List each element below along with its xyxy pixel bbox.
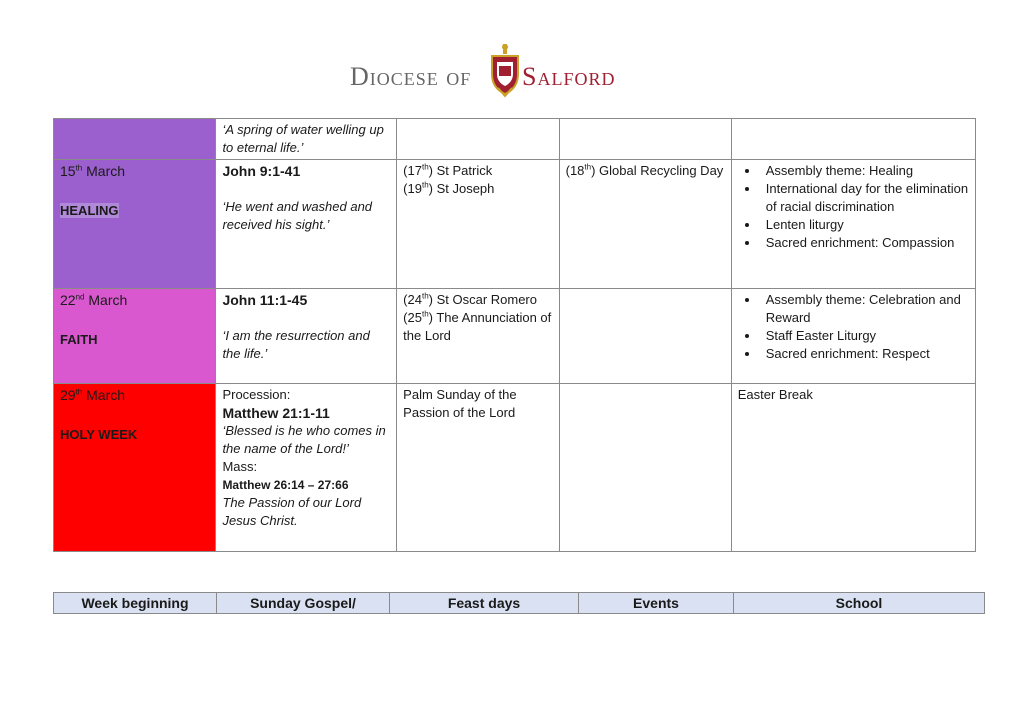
table-row-healing <box>54 160 976 289</box>
week-date: 15th March <box>60 163 126 179</box>
diocese-header <box>0 44 1024 100</box>
event-cell <box>559 289 731 384</box>
list-item: • Lenten liturgy <box>760 216 969 234</box>
week-date: 22nd March <box>60 292 128 308</box>
list-item: • Sacred enrichment: Respect <box>760 345 969 363</box>
week-cell <box>54 384 216 552</box>
gospel-quote: ‘I am the resurrection and the life.’ <box>222 328 370 361</box>
school-cell <box>731 289 975 384</box>
mass-quote: The Passion of our Lord Jesus Christ. <box>222 495 362 528</box>
gospel-cell <box>216 289 397 384</box>
table-row-faith <box>54 289 976 384</box>
school-cell <box>731 119 975 160</box>
feast-cell <box>397 119 559 160</box>
header-school: School <box>734 593 985 614</box>
list-item: • Staff Easter Liturgy <box>760 327 969 345</box>
header-feast-days: Feast days <box>390 593 579 614</box>
list-item: • Assembly theme: Celebration and Reward <box>760 291 969 327</box>
week-theme: HEALING <box>60 203 119 218</box>
mass-reference: Matthew 26:14 – 27:66 <box>222 478 349 492</box>
week-cell <box>54 160 216 289</box>
feast-cell <box>397 289 559 384</box>
week-theme: FAITH <box>60 332 98 347</box>
gospel-cell <box>216 119 397 160</box>
school-list <box>738 162 969 252</box>
feast-day: (19th) St Joseph <box>403 180 495 196</box>
event-cell <box>559 384 731 552</box>
gospel-quote: ‘He went and washed and received his sight.’ <box>222 199 373 232</box>
feast-day: (24th) St Oscar Romero <box>403 291 537 307</box>
feast-day: Palm Sunday of the Passion of the Lord <box>403 387 517 420</box>
gospel-reference: John 9:1-41 <box>222 163 301 179</box>
school-cell <box>731 160 975 289</box>
school-list <box>738 291 969 363</box>
event-cell <box>559 160 731 289</box>
feast-cell <box>397 384 559 552</box>
event-cell <box>559 119 731 160</box>
feast-cell <box>397 160 559 289</box>
school-note: Easter Break <box>737 387 813 402</box>
mass-label: Mass: <box>222 459 258 474</box>
week-date: 29th March <box>60 387 126 403</box>
diocese-crest-icon <box>488 44 522 98</box>
logo-text-salford: Salford <box>522 62 616 91</box>
gospel-reference: John 11:1-45 <box>222 292 308 308</box>
column-header-table <box>53 592 985 614</box>
gospel-quote: ‘A spring of water welling up to eternal life.’ <box>222 122 384 155</box>
week-cell <box>54 119 216 160</box>
event-item: (18th) Global Recycling Day <box>565 162 724 178</box>
week-theme: HOLY WEEK <box>60 427 138 442</box>
table-row-continued <box>54 119 976 160</box>
logo-text-diocese-of: Diocese of <box>350 62 472 91</box>
week-cell <box>54 289 216 384</box>
list-item: • Sacred enrichment: Compassion <box>760 234 969 252</box>
gospel-quote: ‘Blessed is he who comes in the name of the Lord!’ <box>222 423 386 456</box>
procession-label: Procession: <box>222 387 291 402</box>
calendar-table <box>53 118 976 552</box>
header-events: Events <box>579 593 734 614</box>
gospel-cell <box>216 384 397 552</box>
header-week-beginning: Week beginning <box>54 593 217 614</box>
school-cell <box>731 384 975 552</box>
list-item: • Assembly theme: Healing <box>760 162 969 180</box>
gospel-cell <box>216 160 397 289</box>
list-item: • International day for the elimination of racial discrimination <box>760 180 969 216</box>
feast-day: (25th) The Annunciation of the Lord <box>403 309 552 343</box>
header-sunday-gospel: Sunday Gospel/ <box>217 593 390 614</box>
gospel-reference: Matthew 21:1-11 <box>222 405 330 421</box>
table-row-holy-week <box>54 384 976 552</box>
feast-day: (17th) St Patrick <box>403 162 493 178</box>
